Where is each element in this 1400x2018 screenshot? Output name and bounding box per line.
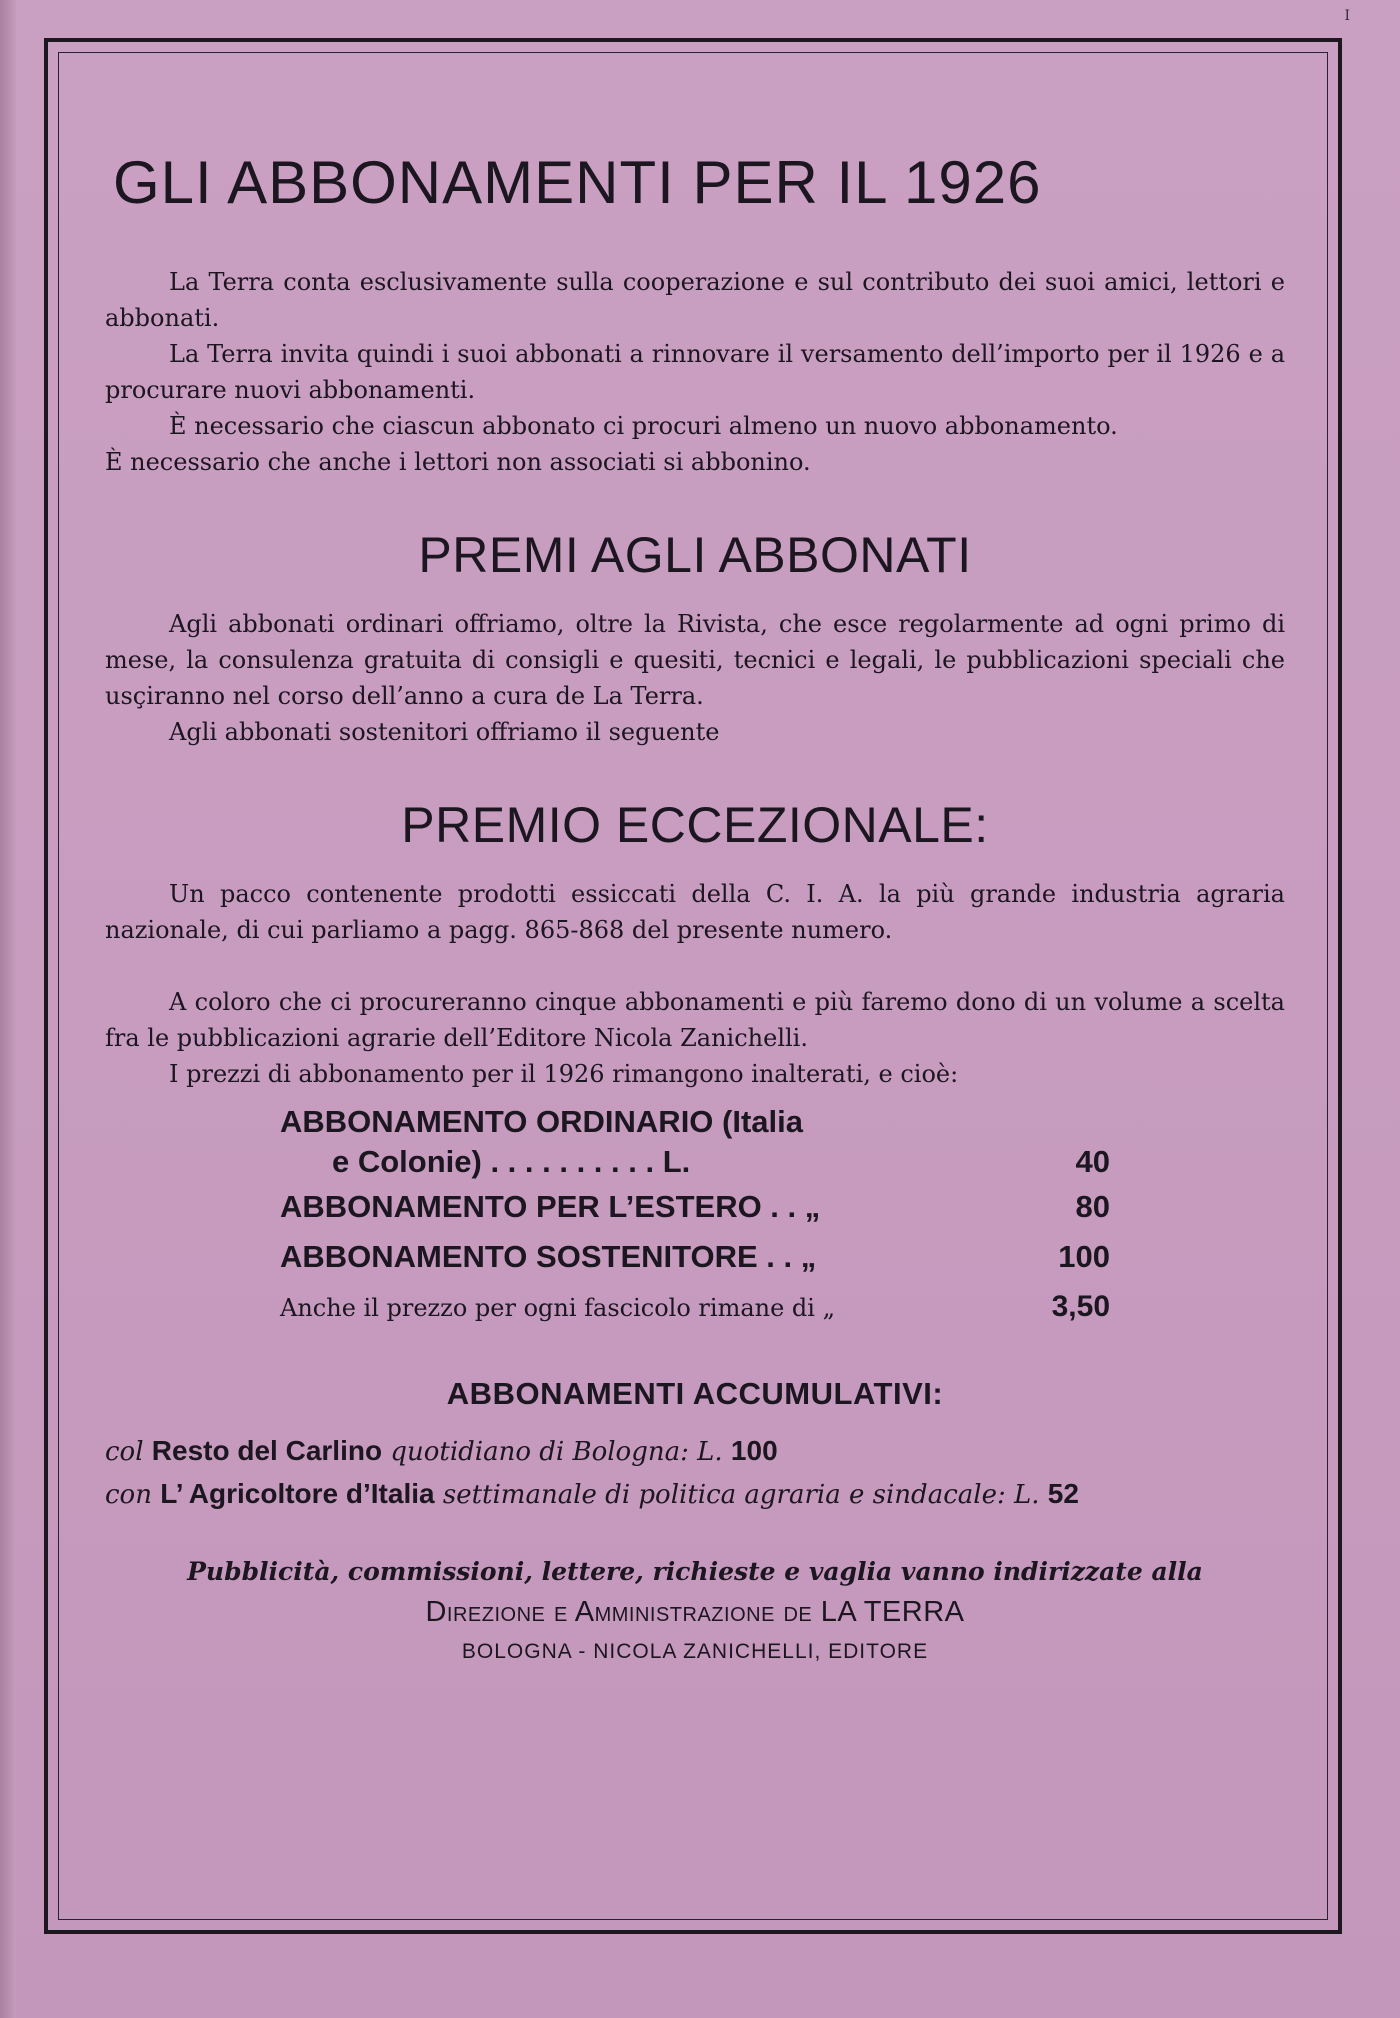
accumulativi-line-agricoltore: [105, 1473, 1285, 1516]
intro-paragraph-1: La Terra conta esclusivamente sulla cooperazione e sul contributo dei suoi amici, lettori e abbonati.: [105, 268, 1285, 332]
page-edge: [0, 0, 16, 2018]
price-table: [280, 1102, 1110, 1324]
intro-section: [105, 264, 1285, 480]
footer-line-3: BOLOGNA - NICOLA ZANICHELLI, EDITORE: [461, 1640, 929, 1663]
line-prefix: col: [105, 1437, 144, 1467]
premio-section: [105, 796, 1285, 1056]
accumulativi-heading: ABBONAMENTI ACCUMULATIVI:: [446, 1376, 944, 1411]
price-row-ordinario: [280, 1102, 1110, 1182]
premio-paragraph-2: A coloro che ci procureranno cinque abbonamenti e più faremo dono di un volume a scelta fra le pubblicazioni agrarie dell’Editore Nicola Zanichelli.: [105, 988, 1285, 1052]
price-row-fascicolo: [280, 1290, 1110, 1324]
premi-paragraph-2: Agli abbonati sostenitori offriamo il seguente: [169, 718, 720, 746]
accumulativi-section: [105, 1376, 1285, 1516]
line-price: 52: [1047, 1478, 1079, 1509]
price-row-sostenitore: [280, 1232, 1110, 1282]
newspaper-name: Resto del Carlino: [151, 1435, 383, 1466]
premio-heading: PREMIO ECCEZIONALE:: [401, 797, 989, 853]
price-value: 100: [1058, 1239, 1110, 1274]
price-value: 40: [1075, 1144, 1110, 1179]
price-label-line-2: e Colonie) . . . . . . . . . . L.: [332, 1144, 691, 1179]
page-title: GLI ABBONAMENTI PER IL 1926: [113, 149, 1042, 216]
line-description: settimanale di politica agraria e sindacale: L.: [442, 1480, 1040, 1510]
intro-paragraph-2: La Terra invita quindi i suoi abbonati a rinnovare il versamento dell’importo per il 1926 e a procurare nuovi abbonamenti.: [105, 340, 1285, 404]
price-value: 80: [1075, 1189, 1110, 1224]
prices-intro: I prezzi di abbonamento per il 1926 rimangono inalterati, e cioè:: [169, 1060, 959, 1088]
prices-section: [105, 1056, 1285, 1324]
premio-paragraph-1: Un pacco contenente prodotti essiccati della C. I. A. la più grande industria agraria nazionale, di cui parliamo a pagg. 865-868 del presente numero.: [105, 880, 1285, 944]
line-price: 100: [730, 1435, 778, 1466]
price-label: ABBONAMENTO SOSTENITORE . . „: [280, 1239, 817, 1274]
fascicolo-value: 3,50: [1051, 1290, 1110, 1323]
intro-paragraph-4: È necessario che anche i lettori non associati si abbonino.: [105, 448, 811, 476]
price-label: [280, 1102, 1000, 1182]
page-content: [105, 150, 1285, 1672]
line-description: quotidiano di Bologna: L.: [390, 1437, 723, 1467]
premi-paragraph-1: Agli abbonati ordinari offriamo, oltre la Rivista, che esce regolarmente ad ogni primo di mese, la consulenza gratuita di consigli e quesiti, tecnici e legali, le pubblicazioni speciali che usçiranno nel corso dell’anno a cura de La Terra.: [105, 610, 1285, 710]
newspaper-name: L’ Agricoltore d’Italia: [160, 1478, 435, 1509]
price-label-line-1: ABBONAMENTO ORDINARIO (Italia: [280, 1104, 804, 1139]
premi-heading: PREMI AGLI ABBONATI: [418, 527, 972, 583]
price-row-estero: [280, 1182, 1110, 1232]
price-label: ABBONAMENTO PER L’ESTERO . . „: [280, 1189, 821, 1224]
page-number: I: [1344, 8, 1350, 24]
footer-line-1: Pubblicità, commissioni, lettere, richieste e vaglia vanno indirizzate alla: [187, 1557, 1203, 1586]
intro-paragraph-3: È necessario che ciascun abbonato ci procuri almeno un nuovo abbonamento.: [169, 412, 1118, 440]
accumulativi-line-carlino: [105, 1430, 1285, 1473]
footer-line-2: Direzione e Amministrazione de LA TERRA: [425, 1596, 965, 1628]
footer: [105, 1552, 1285, 1672]
fascicolo-label: Anche il prezzo per ogni fascicolo rimane di „: [280, 1294, 836, 1322]
line-prefix: con: [105, 1480, 152, 1510]
premi-section: [105, 526, 1285, 750]
